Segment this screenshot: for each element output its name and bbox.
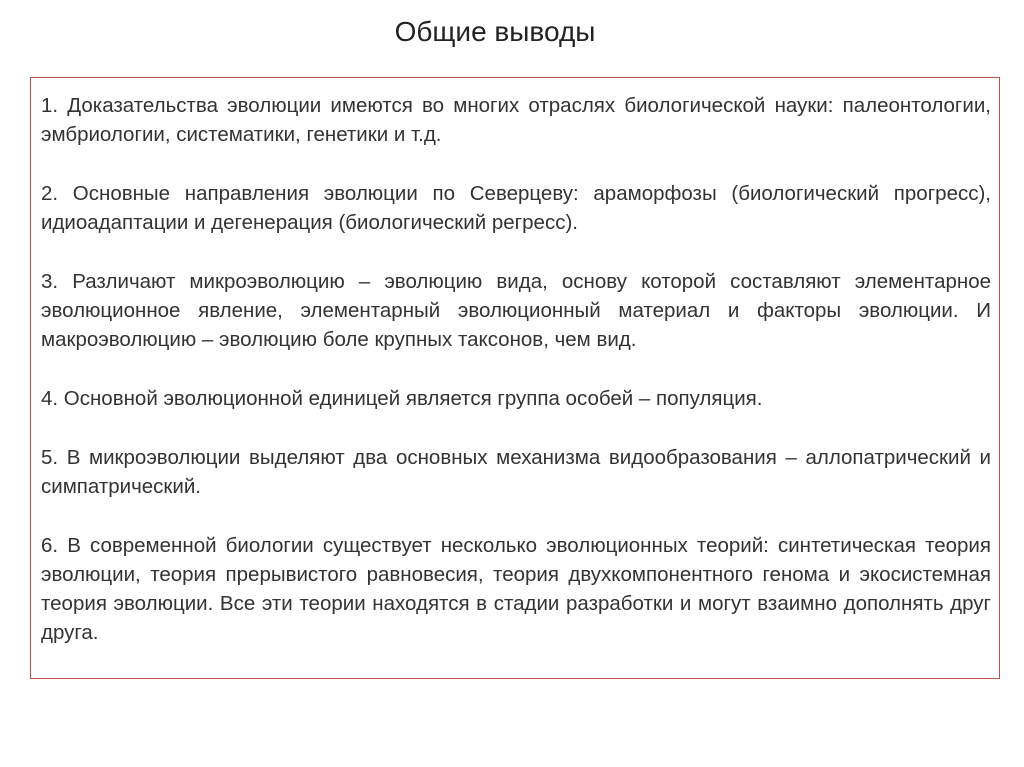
conclusion-point-4: 4. Основной эволюционной единицей является группа особей – популяция. xyxy=(41,387,763,410)
conclusion-point-6: 6. В современной биологии существует несколько эволюционных теорий: синтетическая теория эволюции, теория прерывистого равновесия, теория двухкомпонентного генома и экосистемная теория эволюции. Все эти теории находятся в стадии разработки и могут взаимно дополнять друг друга. xyxy=(41,534,991,644)
conclusions-box xyxy=(30,77,1000,679)
conclusion-point-5: 5. В микроэволюции выделяют два основных механизма видообразования – аллопатрический и симпатрический. xyxy=(41,446,991,498)
slide-title: Общие выводы xyxy=(394,16,596,47)
conclusion-point-3: 3. Различают микроэволюцию – эволюцию вида, основу которой составляют элементарное эволюционное явление, элементарный эволюционный материал и факторы эволюции. И макроэволюцию – эволюцию боле крупных таксонов, чем вид. xyxy=(41,270,991,351)
conclusion-point-2: 2. Основные направления эволюции по Северцеву: араморфозы (биологический прогресс), идиоадаптации и дегенерация (биологический регресс). xyxy=(41,182,991,234)
conclusion-point-1: 1. Доказательства эволюции имеются во многих отраслях биологической науки: палеонтологии, эмбриологии, систематики, генетики и т.д. xyxy=(41,94,991,146)
